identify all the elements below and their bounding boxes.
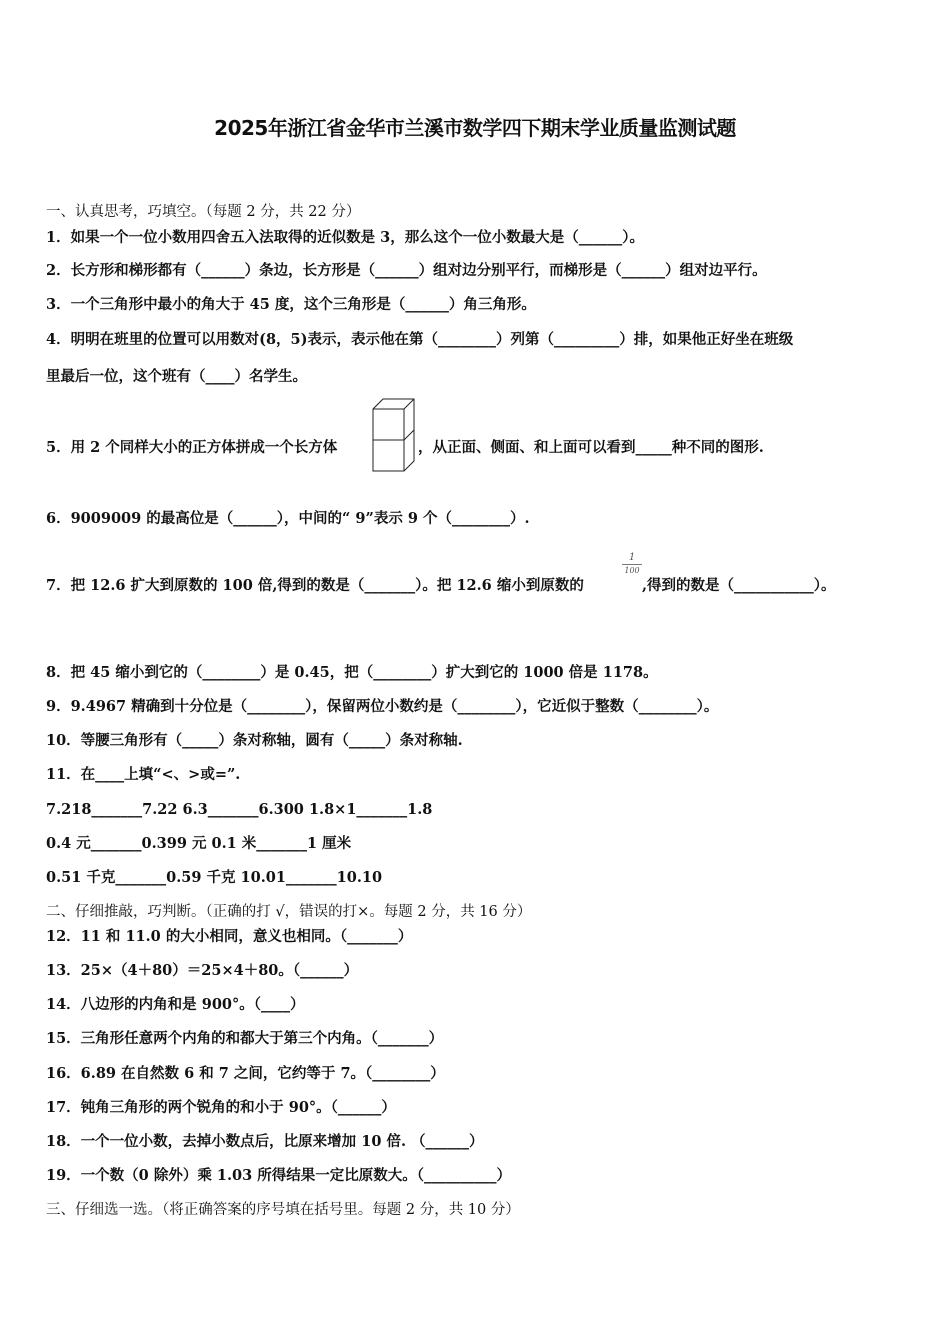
section-3-heading: 三、仔细选一选。（将正确答案的序号填在括号里。每题 2 分，共 10 分）: [46, 1202, 520, 1218]
question-11-row-1: 7.218_______7.22 6.3_______6.300 1.8×1_______1.8: [46, 801, 433, 818]
question-16: 16．6.89 在自然数 6 和 7 之间，它约等于 7。（________）: [46, 1065, 445, 1082]
question-6: 6．9009009 的最高位是（______），中间的“ 9”表示 9 个（________）.: [46, 510, 530, 527]
page-title: 2025年浙江省金华市兰溪市数学四下期末学业质量监测试题: [214, 116, 736, 140]
fraction-numerator: 1: [628, 552, 636, 563]
question-15: 15．三角形任意两个内角的和都大于第三个内角。（_______）: [46, 1030, 444, 1047]
question-8: 8．把 45 缩小到它的（________）是 0.45，把（________）扩大到它的 1000 倍是 1178。: [46, 664, 658, 681]
question-4-line-1: 4．明明在班里的位置可以用数对(8，5)表示，表示他在第（________）列第（_________）排，如果他正好坐在班级: [46, 331, 794, 348]
question-14: 14．八边形的内角和是 900°。（____）: [46, 996, 305, 1013]
question-4-line-2: 里最后一位，这个班有（____）名学生。: [46, 368, 307, 385]
question-12: 12．11 和 11.0 的大小相同，意义也相同。（_______）: [46, 928, 413, 945]
question-10: 10．等腰三角形有（_____）条对称轴，圆有（_____）条对称轴.: [46, 732, 463, 749]
question-5-part-2: ，从正面、侧面、和上面可以看到_____种不同的图形.: [418, 439, 764, 456]
question-11-row-2: 0.4 元_______0.399 元 0.1 米_______1 厘米: [46, 835, 352, 852]
question-18: 18．一个一位小数，去掉小数点后，比原来增加 10 倍. （______）: [46, 1133, 484, 1150]
question-1: 1．如果一个一位小数用四舍五入法取得的近似数是 3，那么这个一位小数最大是（______）。: [46, 229, 644, 246]
question-9: 9．9.4967 精确到十分位是（________），保留两位小数约是（________），它近似于整数（________）。: [46, 698, 719, 715]
question-19: 19．一个数（0 除外）乘 1.03 所得结果一定比原数大。（__________）: [46, 1167, 511, 1184]
cuboid-figure: [372, 398, 416, 472]
question-17: 17．钝角三角形的两个锐角的和小于 90°。（______）: [46, 1099, 396, 1116]
question-5-part-1: 5．用 2 个同样大小的正方体拼成一个长方体: [46, 439, 338, 456]
question-2: 2．长方形和梯形都有（______）条边，长方形是（______）组对边分别平行，而梯形是（______）组对边平行。: [46, 262, 767, 279]
question-11: 11．在____上填“<、>或=”.: [46, 766, 241, 783]
section-2-heading: 二、仔细推敲，巧判断。（正确的打 √，错误的打×。每题 2 分，共 16 分）: [46, 904, 532, 920]
question-7-part-2: ,得到的数是（___________）。: [642, 577, 836, 594]
question-7-part-1: 7．把 12.6 扩大到原数的 100 倍,得到的数是（_______）。把 12.6 缩小到原数的: [46, 577, 584, 594]
question-3: 3．一个三角形中最小的角大于 45 度，这个三角形是（______）角三角形。: [46, 296, 536, 313]
fraction-denominator: 100: [624, 566, 640, 575]
fraction-one-hundredth: [620, 552, 644, 576]
question-13: 13．25×（4＋80）＝25×4＋80。（______）: [46, 962, 359, 979]
section-1-heading: 一、认真思考，巧填空。（每题 2 分，共 22 分）: [46, 204, 361, 220]
question-11-row-3: 0.51 千克_______0.59 千克 10.01_______10.10: [46, 869, 383, 886]
